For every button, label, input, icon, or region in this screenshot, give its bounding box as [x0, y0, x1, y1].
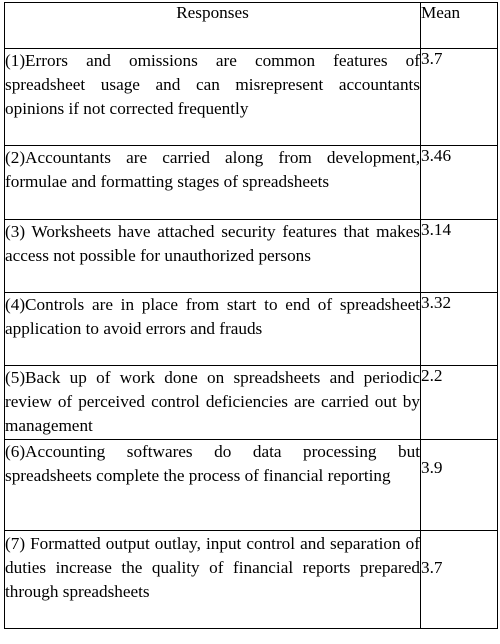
response-text: (6)Accounting softwares do data processing but spreadsheets complete the process of financial reporting — [5, 442, 420, 486]
response-cell — [5, 220, 421, 293]
response-cell — [5, 366, 421, 440]
responses-header: Responses — [5, 3, 421, 49]
response-text: (3) Worksheets have attached security features that makes access not possible for unauthorized persons — [5, 222, 420, 266]
mean-cell: 3.46 — [421, 146, 498, 220]
mean-cell: 3.7 — [421, 49, 498, 146]
response-cell — [5, 293, 421, 366]
response-cell — [5, 531, 421, 629]
table-row — [5, 531, 498, 629]
mean-header: Mean — [421, 3, 498, 49]
table-row — [5, 293, 498, 366]
table-row — [5, 49, 498, 146]
mean-cell: 3.32 — [421, 293, 498, 366]
table-row — [5, 146, 498, 220]
table-row — [5, 440, 498, 531]
mean-cell: 3.14 — [421, 220, 498, 293]
response-text: (1)Errors and omissions are common features of spreadsheet usage and can misrepresent accountants opinions if not corrected frequently — [5, 51, 420, 119]
response-text: (5)Back up of work done on spreadsheets and periodic review of perceived control deficiencies are carried out by management — [5, 368, 420, 436]
response-text: (2)Accountants are carried along from development, formulae and formatting stages of spreadsheets — [5, 148, 420, 192]
response-text: (7) Formatted output outlay, input control and separation of duties increase the quality of financial reports prepared through spreadsheets — [5, 534, 420, 602]
mean-cell: 2.2 — [421, 366, 498, 440]
responses-table — [4, 2, 498, 629]
table-row — [5, 366, 498, 440]
response-cell — [5, 440, 421, 531]
mean-cell: 3.7 — [421, 531, 498, 629]
table-row — [5, 220, 498, 293]
response-text: (4)Controls are in place from start to end of spreadsheet application to avoid errors and frauds — [5, 295, 420, 339]
header-row — [5, 3, 498, 49]
response-cell — [5, 146, 421, 220]
mean-cell: 3.9 — [421, 440, 498, 531]
response-cell — [5, 49, 421, 146]
